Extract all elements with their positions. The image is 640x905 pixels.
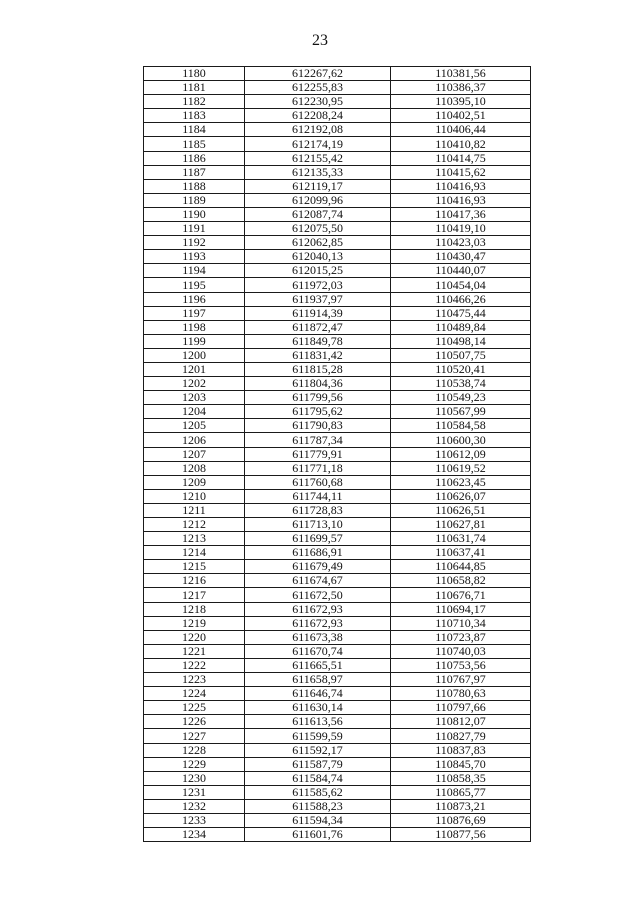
y-coordinate-cell: 110797,66 — [391, 701, 531, 715]
y-coordinate-cell: 110858,35 — [391, 771, 531, 785]
y-coordinate-cell: 110466,26 — [391, 292, 531, 306]
table-row — [144, 461, 531, 475]
coordinates-table — [143, 66, 531, 842]
point-number-cell: 1186 — [144, 151, 245, 165]
table-row — [144, 560, 531, 574]
y-coordinate-cell: 110475,44 — [391, 306, 531, 320]
table-row — [144, 503, 531, 517]
point-number-cell: 1210 — [144, 489, 245, 503]
table-row — [144, 320, 531, 334]
point-number-cell: 1214 — [144, 546, 245, 560]
table-row — [144, 67, 531, 81]
point-number-cell: 1223 — [144, 673, 245, 687]
table-row — [144, 799, 531, 813]
x-coordinate-cell: 611872,47 — [245, 320, 391, 334]
x-coordinate-cell: 611799,56 — [245, 391, 391, 405]
y-coordinate-cell: 110812,07 — [391, 715, 531, 729]
x-coordinate-cell: 611790,83 — [245, 419, 391, 433]
y-coordinate-cell: 110415,62 — [391, 165, 531, 179]
point-number-cell: 1213 — [144, 532, 245, 546]
point-number-cell: 1203 — [144, 391, 245, 405]
y-coordinate-cell: 110520,41 — [391, 362, 531, 376]
point-number-cell: 1217 — [144, 588, 245, 602]
point-number-cell: 1208 — [144, 461, 245, 475]
point-number-cell: 1189 — [144, 193, 245, 207]
y-coordinate-cell: 110676,71 — [391, 588, 531, 602]
x-coordinate-cell: 612135,33 — [245, 165, 391, 179]
y-coordinate-cell: 110627,81 — [391, 518, 531, 532]
y-coordinate-cell: 110489,84 — [391, 320, 531, 334]
point-number-cell: 1207 — [144, 447, 245, 461]
y-coordinate-cell: 110740,03 — [391, 644, 531, 658]
point-number-cell: 1193 — [144, 250, 245, 264]
table-row — [144, 616, 531, 630]
table-row — [144, 518, 531, 532]
y-coordinate-cell: 110416,93 — [391, 179, 531, 193]
point-number-cell: 1211 — [144, 503, 245, 517]
point-number-cell: 1209 — [144, 475, 245, 489]
point-number-cell: 1194 — [144, 264, 245, 278]
x-coordinate-cell: 611914,39 — [245, 306, 391, 320]
table-row — [144, 348, 531, 362]
x-coordinate-cell: 611592,17 — [245, 743, 391, 757]
point-number-cell: 1192 — [144, 236, 245, 250]
table-row — [144, 546, 531, 560]
y-coordinate-cell: 110417,36 — [391, 207, 531, 221]
table-row — [144, 658, 531, 672]
y-coordinate-cell: 110723,87 — [391, 630, 531, 644]
y-coordinate-cell: 110876,69 — [391, 813, 531, 827]
table-row — [144, 334, 531, 348]
table-row — [144, 532, 531, 546]
x-coordinate-cell: 611760,68 — [245, 475, 391, 489]
point-number-cell: 1183 — [144, 109, 245, 123]
table-row — [144, 644, 531, 658]
x-coordinate-cell: 612255,83 — [245, 81, 391, 95]
point-number-cell: 1195 — [144, 278, 245, 292]
x-coordinate-cell: 612208,24 — [245, 109, 391, 123]
point-number-cell: 1218 — [144, 602, 245, 616]
x-coordinate-cell: 612075,50 — [245, 222, 391, 236]
y-coordinate-cell: 110827,79 — [391, 729, 531, 743]
y-coordinate-cell: 110877,56 — [391, 828, 531, 842]
table-row — [144, 165, 531, 179]
y-coordinate-cell: 110865,77 — [391, 785, 531, 799]
point-number-cell: 1201 — [144, 362, 245, 376]
point-number-cell: 1215 — [144, 560, 245, 574]
point-number-cell: 1187 — [144, 165, 245, 179]
table-row — [144, 729, 531, 743]
table-row — [144, 447, 531, 461]
point-number-cell: 1212 — [144, 518, 245, 532]
y-coordinate-cell: 110402,51 — [391, 109, 531, 123]
table-row — [144, 687, 531, 701]
x-coordinate-cell: 612174,19 — [245, 137, 391, 151]
x-coordinate-cell: 611849,78 — [245, 334, 391, 348]
x-coordinate-cell: 612230,95 — [245, 95, 391, 109]
point-number-cell: 1204 — [144, 405, 245, 419]
table-row — [144, 179, 531, 193]
coordinates-table-body — [144, 67, 531, 842]
x-coordinate-cell: 611713,10 — [245, 518, 391, 532]
point-number-cell: 1228 — [144, 743, 245, 757]
point-number-cell: 1230 — [144, 771, 245, 785]
point-number-cell: 1198 — [144, 320, 245, 334]
y-coordinate-cell: 110549,23 — [391, 391, 531, 405]
table-row — [144, 743, 531, 757]
x-coordinate-cell: 611658,97 — [245, 673, 391, 687]
table-row — [144, 264, 531, 278]
table-row — [144, 419, 531, 433]
y-coordinate-cell: 110507,75 — [391, 348, 531, 362]
y-coordinate-cell: 110873,21 — [391, 799, 531, 813]
x-coordinate-cell: 611630,14 — [245, 701, 391, 715]
table-row — [144, 574, 531, 588]
y-coordinate-cell: 110538,74 — [391, 377, 531, 391]
x-coordinate-cell: 612192,08 — [245, 123, 391, 137]
x-coordinate-cell: 611665,51 — [245, 658, 391, 672]
point-number-cell: 1206 — [144, 433, 245, 447]
y-coordinate-cell: 110416,93 — [391, 193, 531, 207]
table-row — [144, 813, 531, 827]
x-coordinate-cell: 611972,03 — [245, 278, 391, 292]
y-coordinate-cell: 110619,52 — [391, 461, 531, 475]
point-number-cell: 1185 — [144, 137, 245, 151]
y-coordinate-cell: 110584,58 — [391, 419, 531, 433]
y-coordinate-cell: 110631,74 — [391, 532, 531, 546]
y-coordinate-cell: 110406,44 — [391, 123, 531, 137]
x-coordinate-cell: 612087,74 — [245, 207, 391, 221]
y-coordinate-cell: 110423,03 — [391, 236, 531, 250]
point-number-cell: 1197 — [144, 306, 245, 320]
y-coordinate-cell: 110414,75 — [391, 151, 531, 165]
y-coordinate-cell: 110381,56 — [391, 67, 531, 81]
point-number-cell: 1199 — [144, 334, 245, 348]
x-coordinate-cell: 611686,91 — [245, 546, 391, 560]
y-coordinate-cell: 110694,17 — [391, 602, 531, 616]
table-row — [144, 701, 531, 715]
point-number-cell: 1220 — [144, 630, 245, 644]
y-coordinate-cell: 110567,99 — [391, 405, 531, 419]
y-coordinate-cell: 110410,82 — [391, 137, 531, 151]
x-coordinate-cell: 611937,97 — [245, 292, 391, 306]
point-number-cell: 1184 — [144, 123, 245, 137]
point-number-cell: 1219 — [144, 616, 245, 630]
point-number-cell: 1190 — [144, 207, 245, 221]
table-row — [144, 828, 531, 842]
x-coordinate-cell: 611584,74 — [245, 771, 391, 785]
point-number-cell: 1196 — [144, 292, 245, 306]
y-coordinate-cell: 110419,10 — [391, 222, 531, 236]
table-row — [144, 588, 531, 602]
table-row — [144, 405, 531, 419]
y-coordinate-cell: 110626,51 — [391, 503, 531, 517]
table-row — [144, 433, 531, 447]
y-coordinate-cell: 110386,37 — [391, 81, 531, 95]
table-row — [144, 475, 531, 489]
table-row — [144, 292, 531, 306]
point-number-cell: 1181 — [144, 81, 245, 95]
x-coordinate-cell: 611587,79 — [245, 757, 391, 771]
table-row — [144, 489, 531, 503]
table-row — [144, 95, 531, 109]
y-coordinate-cell: 110623,45 — [391, 475, 531, 489]
y-coordinate-cell: 110837,83 — [391, 743, 531, 757]
x-coordinate-cell: 611787,34 — [245, 433, 391, 447]
table-row — [144, 222, 531, 236]
table-row — [144, 785, 531, 799]
table-row — [144, 123, 531, 137]
page-number: 23 — [312, 32, 328, 49]
x-coordinate-cell: 611673,38 — [245, 630, 391, 644]
x-coordinate-cell: 611728,83 — [245, 503, 391, 517]
table-row — [144, 81, 531, 95]
y-coordinate-cell: 110395,10 — [391, 95, 531, 109]
table-row — [144, 630, 531, 644]
x-coordinate-cell: 611670,74 — [245, 644, 391, 658]
x-coordinate-cell: 611831,42 — [245, 348, 391, 362]
table-row — [144, 250, 531, 264]
x-coordinate-cell: 611804,36 — [245, 377, 391, 391]
point-number-cell: 1180 — [144, 67, 245, 81]
x-coordinate-cell: 611646,74 — [245, 687, 391, 701]
point-number-cell: 1222 — [144, 658, 245, 672]
point-number-cell: 1191 — [144, 222, 245, 236]
x-coordinate-cell: 611679,49 — [245, 560, 391, 574]
table-row — [144, 771, 531, 785]
point-number-cell: 1200 — [144, 348, 245, 362]
point-number-cell: 1216 — [144, 574, 245, 588]
x-coordinate-cell: 611601,76 — [245, 828, 391, 842]
y-coordinate-cell: 110637,41 — [391, 546, 531, 560]
point-number-cell: 1227 — [144, 729, 245, 743]
table-row — [144, 391, 531, 405]
x-coordinate-cell: 611672,50 — [245, 588, 391, 602]
x-coordinate-cell: 611594,34 — [245, 813, 391, 827]
x-coordinate-cell: 612119,17 — [245, 179, 391, 193]
table-row — [144, 757, 531, 771]
x-coordinate-cell: 611699,57 — [245, 532, 391, 546]
point-number-cell: 1188 — [144, 179, 245, 193]
x-coordinate-cell: 611613,56 — [245, 715, 391, 729]
table-row — [144, 715, 531, 729]
x-coordinate-cell: 612040,13 — [245, 250, 391, 264]
point-number-cell: 1231 — [144, 785, 245, 799]
y-coordinate-cell: 110626,07 — [391, 489, 531, 503]
y-coordinate-cell: 110780,63 — [391, 687, 531, 701]
y-coordinate-cell: 110658,82 — [391, 574, 531, 588]
y-coordinate-cell: 110767,97 — [391, 673, 531, 687]
y-coordinate-cell: 110644,85 — [391, 560, 531, 574]
table-row — [144, 377, 531, 391]
point-number-cell: 1234 — [144, 828, 245, 842]
table-row — [144, 137, 531, 151]
x-coordinate-cell: 612267,62 — [245, 67, 391, 81]
x-coordinate-cell: 611599,59 — [245, 729, 391, 743]
point-number-cell: 1232 — [144, 799, 245, 813]
y-coordinate-cell: 110845,70 — [391, 757, 531, 771]
x-coordinate-cell: 612015,25 — [245, 264, 391, 278]
table-row — [144, 673, 531, 687]
x-coordinate-cell: 612062,85 — [245, 236, 391, 250]
y-coordinate-cell: 110498,14 — [391, 334, 531, 348]
x-coordinate-cell: 611672,93 — [245, 602, 391, 616]
y-coordinate-cell: 110753,56 — [391, 658, 531, 672]
point-number-cell: 1226 — [144, 715, 245, 729]
x-coordinate-cell: 611672,93 — [245, 616, 391, 630]
table-row — [144, 306, 531, 320]
y-coordinate-cell: 110600,30 — [391, 433, 531, 447]
x-coordinate-cell: 611585,62 — [245, 785, 391, 799]
point-number-cell: 1233 — [144, 813, 245, 827]
x-coordinate-cell: 611674,67 — [245, 574, 391, 588]
point-number-cell: 1225 — [144, 701, 245, 715]
y-coordinate-cell: 110710,34 — [391, 616, 531, 630]
y-coordinate-cell: 110430,47 — [391, 250, 531, 264]
y-coordinate-cell: 110612,09 — [391, 447, 531, 461]
point-number-cell: 1229 — [144, 757, 245, 771]
point-number-cell: 1202 — [144, 377, 245, 391]
x-coordinate-cell: 611771,18 — [245, 461, 391, 475]
point-number-cell: 1205 — [144, 419, 245, 433]
x-coordinate-cell: 611588,23 — [245, 799, 391, 813]
x-coordinate-cell: 612155,42 — [245, 151, 391, 165]
table-row — [144, 151, 531, 165]
point-number-cell: 1182 — [144, 95, 245, 109]
y-coordinate-cell: 110440,07 — [391, 264, 531, 278]
x-coordinate-cell: 611744,11 — [245, 489, 391, 503]
table-row — [144, 109, 531, 123]
point-number-cell: 1224 — [144, 687, 245, 701]
table-row — [144, 193, 531, 207]
table-row — [144, 362, 531, 376]
x-coordinate-cell: 612099,96 — [245, 193, 391, 207]
y-coordinate-cell: 110454,04 — [391, 278, 531, 292]
x-coordinate-cell: 611815,28 — [245, 362, 391, 376]
x-coordinate-cell: 611795,62 — [245, 405, 391, 419]
x-coordinate-cell: 611779,91 — [245, 447, 391, 461]
table-row — [144, 207, 531, 221]
point-number-cell: 1221 — [144, 644, 245, 658]
table-row — [144, 602, 531, 616]
table-row — [144, 278, 531, 292]
table-row — [144, 236, 531, 250]
